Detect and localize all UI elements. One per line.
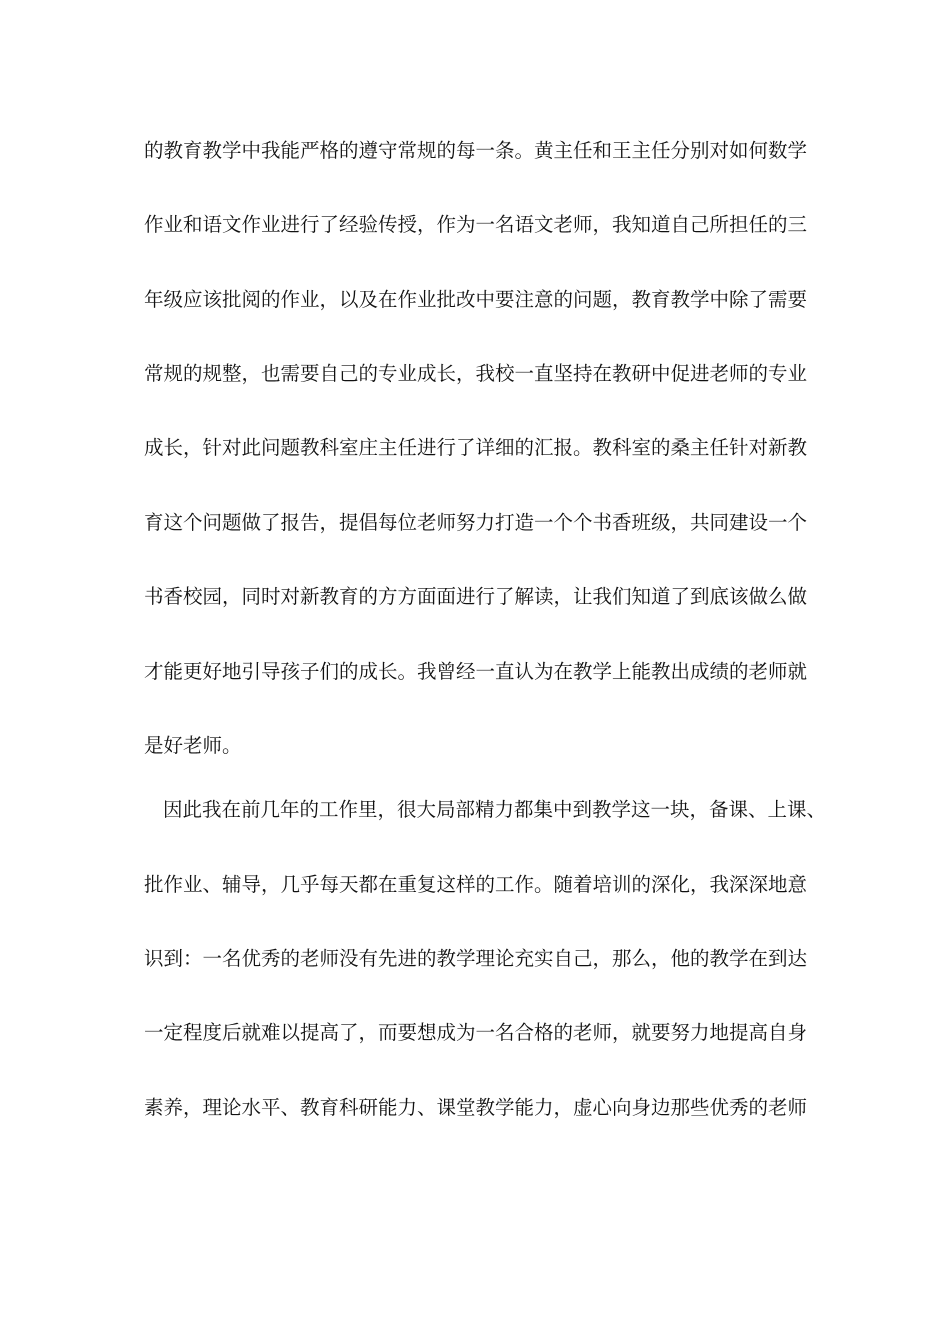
text-line: 的教育教学中我能严格的遵守常规的每一条。黄主任和王主任分别对如何数学: [144, 139, 808, 162]
text-line: 常规的规整，也需要自己的专业成长，我校一直坚持在教研中促进老师的专业: [144, 362, 808, 385]
text-line: 一定程度后就难以提高了，而要想成为一名合格的老师，就要努力地提高自身: [144, 1021, 808, 1044]
text-line: 育这个问题做了报告，提倡每位老师努力打造一个个书香班级，共同建设一个: [144, 511, 808, 534]
text-line: 识到：一名优秀的老师没有先进的教学理论充实自己，那么，他的教学在到达: [144, 947, 808, 970]
paragraph-first-line: 因此我在前几年的工作里，很大局部精力都集中到教学这一块，备课、上课、: [163, 798, 827, 821]
text-line: 是好老师。: [144, 734, 242, 757]
text-line: 才能更好地引导孩子们的成长。我曾经一直认为在教学上能教出成绩的老师就: [144, 660, 808, 683]
text-line: 批作业、辅导，几乎每天都在重复这样的工作。随着培训的深化，我深深地意: [144, 873, 808, 896]
text-line: 成长，针对此问题教科室庄主任进行了详细的汇报。教科室的桑主任针对新教: [144, 436, 808, 459]
text-line: 年级应该批阅的作业，以及在作业批改中要注意的问题，教育教学中除了需要: [144, 288, 808, 311]
text-line: 书香校园，同时对新教育的方方面面进行了解读，让我们知道了到底该做么做: [144, 585, 808, 608]
text-line: 作业和语文作业进行了经验传授，作为一名语文老师，我知道自己所担任的三: [144, 213, 808, 236]
text-line: 素养，理论水平、教育科研能力、课堂教学能力，虚心向身边那些优秀的老师: [144, 1096, 808, 1119]
